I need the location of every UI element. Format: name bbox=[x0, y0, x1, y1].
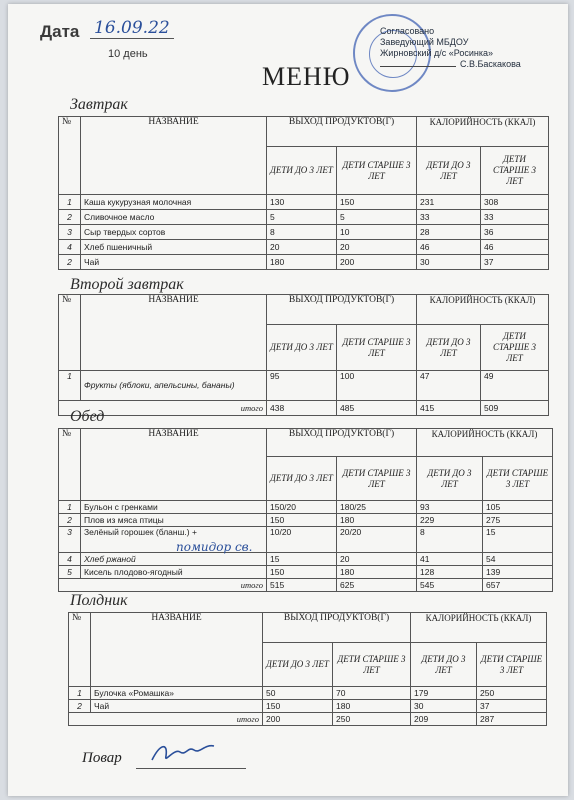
cell-name: Хлеб пшеничный bbox=[81, 240, 267, 255]
cell-c2: 308 bbox=[481, 195, 549, 210]
cell-o1: 95 bbox=[267, 371, 337, 401]
cell-c1: 229 bbox=[417, 514, 483, 527]
cell-c2: 54 bbox=[483, 553, 553, 566]
total-label: итого bbox=[59, 401, 267, 416]
col-cal-under3: ДЕТИ ДО 3 ЛЕТ bbox=[417, 325, 481, 371]
table-row bbox=[59, 371, 549, 401]
col-output: ВЫХОД ПРОДУКТОВ(Г) bbox=[267, 117, 417, 147]
total-row bbox=[69, 713, 547, 726]
cell-num: 4 bbox=[59, 240, 81, 255]
section-title-lunch: Обед bbox=[70, 408, 105, 425]
cell-num: 2 bbox=[59, 210, 81, 225]
cell-num: 3 bbox=[59, 527, 81, 553]
page-title: МЕНЮ bbox=[262, 62, 351, 91]
cell-o1: 150 bbox=[267, 514, 337, 527]
col-cal-over3: ДЕТИ СТАРШЕ 3 ЛЕТ bbox=[481, 325, 549, 371]
cell-name: Булочка «Ромашка» bbox=[91, 687, 263, 700]
cell-o1: 180 bbox=[267, 255, 337, 270]
col-num: № bbox=[59, 295, 81, 371]
cell-o1: 20 bbox=[267, 240, 337, 255]
table-row bbox=[59, 514, 553, 527]
menu-sheet bbox=[8, 4, 568, 796]
col-output: ВЫХОД ПРОДУКТОВ(Г) bbox=[267, 429, 417, 457]
section-title-snack: Полдник bbox=[70, 592, 128, 609]
cell-name: Зелёный горошек (бланш.) + bbox=[81, 527, 267, 553]
cell-o1: 15 bbox=[267, 553, 337, 566]
cell-o2: 180 bbox=[337, 566, 417, 579]
cell-c1: 28 bbox=[417, 225, 481, 240]
col-under3: ДЕТИ ДО 3 ЛЕТ bbox=[267, 325, 337, 371]
col-under3: ДЕТИ ДО 3 ЛЕТ bbox=[263, 643, 333, 687]
col-cal-over3: ДЕТИ СТАРШЕ 3 ЛЕТ bbox=[477, 643, 547, 687]
cell-c2: 139 bbox=[483, 566, 553, 579]
total-o1: 438 bbox=[267, 401, 337, 416]
date-underline bbox=[90, 38, 174, 39]
col-output: ВЫХОД ПРОДУКТОВ(Г) bbox=[267, 295, 417, 325]
cell-c2: 37 bbox=[481, 255, 549, 270]
snack-table bbox=[68, 612, 547, 726]
cell-o1: 130 bbox=[267, 195, 337, 210]
cell-c2: 250 bbox=[477, 687, 547, 700]
cell-o1: 8 bbox=[267, 225, 337, 240]
approval-signer bbox=[380, 59, 521, 70]
table-row bbox=[59, 225, 549, 240]
cell-name: Чай bbox=[91, 700, 263, 713]
day-label: 10 день bbox=[108, 48, 148, 60]
cell-o2: 200 bbox=[337, 255, 417, 270]
approval-line1: Согласовано bbox=[380, 26, 435, 36]
cell-c1: 128 bbox=[417, 566, 483, 579]
cell-o1: 50 bbox=[263, 687, 333, 700]
col-under3: ДЕТИ ДО 3 ЛЕТ bbox=[267, 147, 337, 195]
col-num: № bbox=[69, 613, 91, 687]
col-output: ВЫХОД ПРОДУКТОВ(Г) bbox=[263, 613, 411, 643]
approval-line2: Заведующий МБДОУ bbox=[380, 37, 469, 47]
total-o1: 515 bbox=[267, 579, 337, 592]
section-title-breakfast: Завтрак bbox=[70, 96, 128, 113]
cell-c1: 30 bbox=[411, 700, 477, 713]
total-c2: 657 bbox=[483, 579, 553, 592]
total-label: итого bbox=[59, 579, 267, 592]
approval-line3: Жирновский д/с «Росинка» bbox=[380, 48, 494, 58]
col-calories: КАЛОРИЙНОСТЬ (ККАЛ) bbox=[417, 295, 549, 325]
cell-num: 4 bbox=[59, 553, 81, 566]
cell-c2: 33 bbox=[481, 210, 549, 225]
col-cal-over3: ДЕТИ СТАРШЕ 3 ЛЕТ bbox=[481, 147, 549, 195]
cell-num: 1 bbox=[59, 501, 81, 514]
cell-num: 2 bbox=[69, 700, 91, 713]
cell-num: 1 bbox=[69, 687, 91, 700]
second-breakfast-table bbox=[58, 294, 549, 416]
table-row bbox=[59, 210, 549, 225]
total-o2: 250 bbox=[333, 713, 411, 726]
total-o2: 625 bbox=[337, 579, 417, 592]
cell-o1: 150/20 bbox=[267, 501, 337, 514]
date-value: 16.09.22 bbox=[94, 18, 170, 38]
table-row bbox=[59, 501, 553, 514]
col-cal-over3: ДЕТИ СТАРШЕ 3 ЛЕТ bbox=[483, 457, 553, 501]
cell-c2: 36 bbox=[481, 225, 549, 240]
cell-c1: 41 bbox=[417, 553, 483, 566]
col-num: № bbox=[59, 117, 81, 195]
table-row bbox=[59, 240, 549, 255]
cell-name: Кисель плодово-ягодный bbox=[81, 566, 267, 579]
col-cal-under3: ДЕТИ ДО 3 ЛЕТ bbox=[417, 147, 481, 195]
total-c1: 209 bbox=[411, 713, 477, 726]
col-calories: КАЛОРИЙНОСТЬ (ККАЛ) bbox=[417, 429, 553, 457]
table-row bbox=[59, 566, 553, 579]
col-over3: ДЕТИ СТАРШЕ 3 ЛЕТ bbox=[333, 643, 411, 687]
cell-o2: 180 bbox=[333, 700, 411, 713]
total-o1: 200 bbox=[263, 713, 333, 726]
cell-num: 2 bbox=[59, 514, 81, 527]
cook-signature-line bbox=[136, 768, 246, 769]
total-c2: 287 bbox=[477, 713, 547, 726]
total-row bbox=[59, 401, 549, 416]
cell-o2: 180 bbox=[337, 514, 417, 527]
cell-c2: 275 bbox=[483, 514, 553, 527]
breakfast-table bbox=[58, 116, 549, 270]
col-under3: ДЕТИ ДО 3 ЛЕТ bbox=[267, 457, 337, 501]
table-row bbox=[59, 195, 549, 210]
table-row bbox=[69, 687, 547, 700]
cell-o2: 10 bbox=[337, 225, 417, 240]
cell-num: 1 bbox=[59, 195, 81, 210]
table-row bbox=[59, 553, 553, 566]
cell-c2: 49 bbox=[481, 371, 549, 401]
total-o2: 485 bbox=[337, 401, 417, 416]
cell-name: Сливочное масло bbox=[81, 210, 267, 225]
col-name: НАЗВАНИЕ bbox=[81, 117, 267, 195]
cell-c1: 30 bbox=[417, 255, 481, 270]
cell-c2: 37 bbox=[477, 700, 547, 713]
lunch-table bbox=[58, 428, 553, 592]
table-row bbox=[59, 255, 549, 270]
cell-o2: 20 bbox=[337, 240, 417, 255]
cell-c2: 105 bbox=[483, 501, 553, 514]
cook-label: Повар bbox=[82, 750, 122, 766]
cell-o2: 20/20 bbox=[337, 527, 417, 553]
cell-o2: 100 bbox=[337, 371, 417, 401]
cell-o1: 10/20 bbox=[267, 527, 337, 553]
cell-o2: 180/25 bbox=[337, 501, 417, 514]
cell-c1: 231 bbox=[417, 195, 481, 210]
total-c1: 545 bbox=[417, 579, 483, 592]
col-num: № bbox=[59, 429, 81, 501]
cell-o2: 150 bbox=[337, 195, 417, 210]
cell-num: 5 bbox=[59, 566, 81, 579]
table-row bbox=[69, 700, 547, 713]
col-name: НАЗВАНИЕ bbox=[81, 295, 267, 371]
cell-o2: 20 bbox=[337, 553, 417, 566]
cell-o1: 150 bbox=[267, 566, 337, 579]
cell-o1: 5 bbox=[267, 210, 337, 225]
total-c1: 415 bbox=[417, 401, 481, 416]
cell-c1: 93 bbox=[417, 501, 483, 514]
total-label: итого bbox=[69, 713, 263, 726]
cell-c1: 33 bbox=[417, 210, 481, 225]
col-cal-under3: ДЕТИ ДО 3 ЛЕТ bbox=[417, 457, 483, 501]
cell-name: Чай bbox=[81, 255, 267, 270]
cell-name: Каша кукурузная молочная bbox=[81, 195, 267, 210]
section-title-second-breakfast: Второй завтрак bbox=[70, 276, 184, 293]
cell-num: 3 bbox=[59, 225, 81, 240]
col-calories: КАЛОРИЙНОСТЬ (ККАЛ) bbox=[411, 613, 547, 643]
cell-o1: 150 bbox=[263, 700, 333, 713]
col-over3: ДЕТИ СТАРШЕ 3 ЛЕТ bbox=[337, 457, 417, 501]
approval-block bbox=[380, 26, 521, 70]
cell-c1: 46 bbox=[417, 240, 481, 255]
col-name: НАЗВАНИЕ bbox=[91, 613, 263, 687]
total-c2: 509 bbox=[481, 401, 549, 416]
cell-name: Хлеб ржаной bbox=[81, 553, 267, 566]
cook-signature bbox=[148, 738, 218, 768]
total-row bbox=[59, 579, 553, 592]
cell-c2: 15 bbox=[483, 527, 553, 553]
cell-name: Бульон с гренками bbox=[81, 501, 267, 514]
col-name: НАЗВАНИЕ bbox=[81, 429, 267, 501]
cell-c1: 8 bbox=[417, 527, 483, 553]
cell-c1: 179 bbox=[411, 687, 477, 700]
col-over3: ДЕТИ СТАРШЕ 3 ЛЕТ bbox=[337, 147, 417, 195]
signer-name: С.В.Баскакова bbox=[460, 59, 521, 69]
cell-c2: 46 bbox=[481, 240, 549, 255]
cell-name: Сыр твердых сортов bbox=[81, 225, 267, 240]
cell-num: 2 bbox=[59, 255, 81, 270]
col-cal-under3: ДЕТИ ДО 3 ЛЕТ bbox=[411, 643, 477, 687]
handwritten-note: помидор св. bbox=[176, 540, 253, 554]
cell-name: Фрукты (яблоки, апельсины, бананы) bbox=[81, 371, 267, 401]
cell-o2: 5 bbox=[337, 210, 417, 225]
table-row bbox=[59, 527, 553, 553]
signature-line bbox=[380, 66, 456, 67]
cell-num: 1 bbox=[59, 371, 81, 401]
cell-c1: 47 bbox=[417, 371, 481, 401]
date-label: Дата bbox=[40, 22, 80, 41]
col-calories: КАЛОРИЙНОСТЬ (ККАЛ) bbox=[417, 117, 549, 147]
col-over3: ДЕТИ СТАРШЕ 3 ЛЕТ bbox=[337, 325, 417, 371]
cell-o2: 70 bbox=[333, 687, 411, 700]
cell-name: Плов из мяса птицы bbox=[81, 514, 267, 527]
